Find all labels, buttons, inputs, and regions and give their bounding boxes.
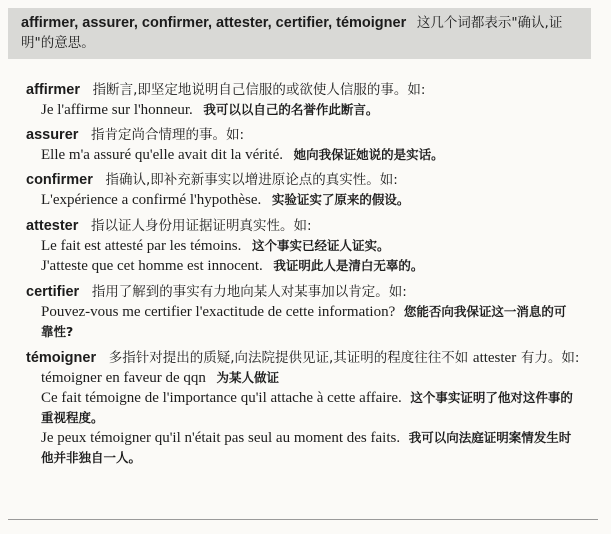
example-chinese: 这个事实证明了他对这件事的重视程度。 <box>41 390 573 425</box>
entry-definition: 指肯定尚合情理的事。如: <box>91 127 245 143</box>
example-chinese: 我可以以自己的名誉作此断言。 <box>203 102 379 117</box>
example-chinese: 这个事实已经证人证实。 <box>251 238 390 253</box>
entry-definition: 指确认,即补充新事实以增进原论点的真实性。如: <box>105 172 398 188</box>
entry-definition: 指以证人身份用证据证明真实性。如: <box>91 218 312 234</box>
entry-headword: assurer <box>26 127 79 143</box>
example-chinese: 她向我保证她说的是实话。 <box>293 147 444 162</box>
entry-assurer <box>26 125 588 165</box>
entry-definition: 指断言,即坚定地说明自己信服的或欲使人信服的事。如: <box>92 82 426 98</box>
example-french: Pouvez-vous me certifier l'exactitude de cette information? <box>41 304 396 320</box>
entry-definition: 多指针对提出的质疑,向法院提供见证,其证明的程度往往不如 <box>108 350 469 366</box>
entry-temoigner <box>26 348 588 468</box>
entry-headword: attester <box>26 218 79 234</box>
headword-list: affirmer, assurer, confirmer, attester, certifier, témoigner <box>21 15 407 31</box>
entry-headword: affirmer <box>26 82 80 98</box>
synonym-group-header <box>8 8 591 59</box>
example-french: Le fait est attesté par les témoins. <box>41 238 242 254</box>
entry-headword: témoigner <box>26 350 97 366</box>
entry-definition-end: 有力。如: <box>520 350 580 366</box>
entry-confirmer <box>26 170 588 210</box>
example-french: J'atteste que cet homme est innocent. <box>41 258 263 274</box>
example-french: Ce fait témoigne de l'importance qu'il attache à cette affaire. <box>41 390 402 406</box>
entry-certifier <box>26 282 588 342</box>
entry-attester <box>26 216 588 276</box>
example-chinese: 我证明此人是清白无辜的。 <box>273 258 424 273</box>
example-chinese: 为某人做证 <box>216 370 280 385</box>
entry-headword: confirmer <box>26 172 93 188</box>
entry-affirmer <box>26 80 588 120</box>
page-bottom-rule <box>8 519 598 520</box>
entry-definition: 指用了解到的事实有力地向某人对某事加以肯定。如: <box>91 284 407 300</box>
example-french: Je peux témoigner qu'il n'était pas seul au moment des faits. <box>41 430 401 446</box>
example-french: témoigner en faveur de qqn <box>41 370 206 386</box>
entry-headword: certifier <box>26 284 80 300</box>
example-chinese: 实验证实了原来的假设。 <box>271 192 410 207</box>
example-french: Je l'affirme sur l'honneur. <box>41 102 193 118</box>
entry-definition-french: attester <box>472 350 517 366</box>
example-french: L'expérience a confirmé l'hypothèse. <box>41 192 262 208</box>
group-intro: 这几个词都表示"确认,证明"的意思。 <box>21 15 563 51</box>
example-french: Elle m'a assuré qu'elle avait dit la vérité. <box>41 147 283 163</box>
example-chinese: 您能否向我保证这一消息的可靠性? <box>41 304 567 339</box>
example-chinese: 我可以向法庭证明案情发生时他并非独自一人。 <box>41 430 572 465</box>
